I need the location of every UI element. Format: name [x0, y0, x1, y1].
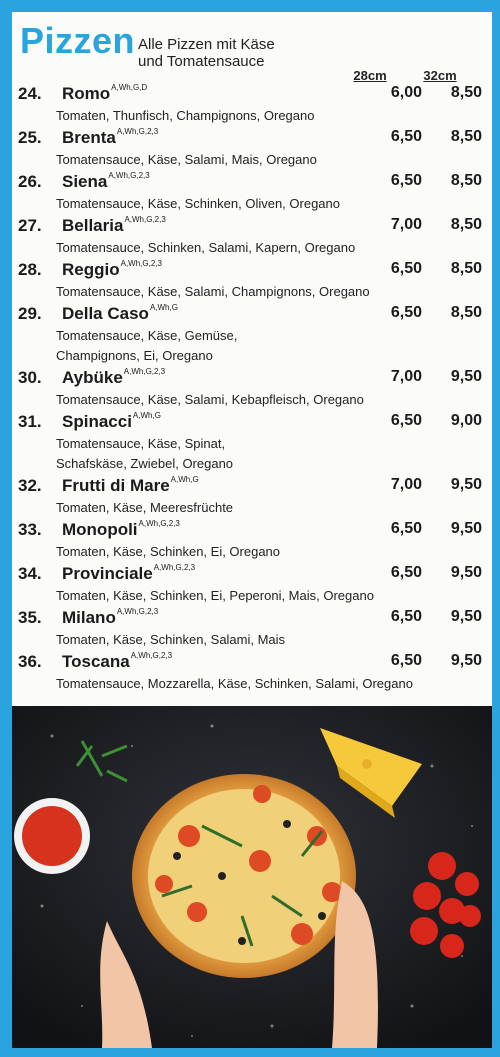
menu-item-row [18, 650, 492, 674]
item-description: Tomaten, Käse, Schinken, Salami, Mais [56, 632, 286, 647]
item-name-text: Reggio [62, 260, 120, 279]
menu-header [20, 20, 490, 83]
item-allergens: A,Wh,G,2,3 [130, 651, 173, 661]
price-32cm: 8,50 [450, 304, 482, 321]
menu-item-row [18, 474, 492, 498]
item-description: Tomatensauce, Käse, Salami, Champignons, Oregano [56, 284, 370, 299]
item-name-text: Siena [62, 172, 108, 191]
menu-item [12, 562, 492, 606]
item-allergens: A,Wh,G,2,3 [153, 563, 196, 573]
price-32cm: 8,50 [450, 172, 482, 189]
item-name [62, 608, 158, 628]
menu-item-row [18, 518, 492, 542]
item-name [62, 652, 172, 672]
item-number: 34. [18, 564, 42, 583]
item-number: 31. [18, 412, 42, 431]
price-28cm: 7,00 [390, 216, 422, 233]
item-name [62, 564, 195, 584]
price-32cm: 8,50 [450, 84, 482, 101]
item-name [62, 368, 165, 388]
item-name-text: Milano [62, 608, 116, 627]
price-32cm: 9,50 [450, 520, 482, 537]
menu-item [12, 302, 492, 366]
price-28cm: 6,50 [390, 608, 422, 625]
item-name-text: Brenta [62, 128, 116, 147]
menu-item-row [18, 562, 492, 586]
menu-item-row [18, 82, 492, 106]
item-name [62, 476, 199, 496]
item-number: 24. [18, 84, 42, 103]
price-32cm: 9,50 [450, 368, 482, 385]
subtitle-line-1: Alle Pizzen mit Käse [138, 36, 275, 53]
item-description: Tomatensauce, Käse, Salami, Kebapfleisch, Oregano [56, 392, 364, 407]
item-description: Tomatensauce, Schinken, Salami, Kapern, Oregano [56, 240, 356, 255]
item-name-text: Della Caso [62, 304, 149, 323]
menu-item-row [18, 126, 492, 150]
item-name [62, 260, 162, 280]
price-28cm: 6,50 [390, 172, 422, 189]
item-allergens: A,Wh,G,2,3 [108, 171, 150, 181]
price-32cm: 9,00 [450, 412, 482, 429]
menu-page [12, 12, 492, 1048]
item-allergens: A,Wh,G,2,3 [138, 519, 180, 529]
item-name-text: Aybüke [62, 368, 123, 387]
size-header-28cm: 28cm [353, 68, 387, 83]
item-description: Tomaten, Käse, Schinken, Ei, Peperoni, Mais, Oregano [56, 588, 374, 603]
price-28cm: 6,00 [390, 84, 422, 101]
item-description: Tomatensauce, Käse, Schinken, Oliven, Oregano [56, 196, 340, 211]
price-28cm: 6,50 [390, 564, 422, 581]
section-title: Pizzen [20, 20, 136, 61]
menu-item-row [18, 302, 492, 326]
item-description: Tomatensauce, Mozzarella, Käse, Schinken, Salami, Oregano [56, 676, 413, 691]
menu-item [12, 258, 492, 302]
menu-item-row [18, 170, 492, 194]
menu-item [12, 474, 492, 518]
item-allergens: A,Wh,G [170, 475, 199, 485]
item-allergens: A,Wh,G,D [111, 83, 148, 93]
item-name-text: Romo [62, 84, 111, 103]
item-number: 36. [18, 652, 42, 671]
item-name-text: Monopoli [62, 520, 138, 539]
menu-item [12, 518, 492, 562]
menu-item [12, 650, 492, 694]
item-allergens: A,Wh,G,2,3 [124, 215, 166, 225]
menu-item [12, 606, 492, 650]
menu-item [12, 410, 492, 474]
item-allergens: A,Wh,G [149, 303, 178, 313]
item-number: 30. [18, 368, 42, 387]
item-number: 32. [18, 476, 42, 495]
menu-item-row [18, 410, 492, 434]
item-name [62, 128, 158, 148]
item-number: 35. [18, 608, 42, 627]
item-name [62, 520, 180, 540]
item-allergens: A,Wh,G,2,3 [123, 367, 166, 377]
price-28cm: 6,50 [390, 304, 422, 321]
price-28cm: 6,50 [390, 260, 422, 277]
pizza-illustration [12, 706, 492, 1048]
price-32cm: 8,50 [450, 128, 482, 145]
menu-item-row [18, 258, 492, 282]
item-name [62, 304, 178, 324]
item-name-text: Frutti di Mare [62, 476, 170, 495]
item-name [62, 84, 147, 104]
item-name-text: Provinciale [62, 564, 153, 583]
section-subtitle [138, 36, 275, 70]
menu-item-row [18, 214, 492, 238]
pizza-photo [12, 706, 492, 1048]
price-32cm: 9,50 [450, 476, 482, 493]
item-description: Schafskäse, Zwiebel, Oregano [56, 456, 234, 471]
menu-item [12, 82, 492, 126]
item-name [62, 172, 150, 192]
item-number: 33. [18, 520, 42, 539]
item-number: 26. [18, 172, 42, 191]
pizza-list [12, 82, 492, 694]
price-28cm: 6,50 [390, 412, 422, 429]
menu-item [12, 366, 492, 410]
price-28cm: 7,00 [390, 368, 422, 385]
item-description: Tomatensauce, Käse, Gemüse, [56, 328, 238, 343]
item-allergens: A,Wh,G,2,3 [116, 127, 159, 137]
menu-item-row [18, 366, 492, 390]
item-name [62, 412, 161, 432]
price-32cm: 9,50 [450, 564, 482, 581]
item-allergens: A,Wh,G,2,3 [116, 607, 159, 617]
price-32cm: 9,50 [450, 608, 482, 625]
menu-item [12, 126, 492, 170]
price-32cm: 9,50 [450, 652, 482, 669]
item-name-text: Toscana [62, 652, 130, 671]
item-number: 28. [18, 260, 42, 279]
item-name-text: Spinacci [62, 412, 132, 431]
size-header-32cm: 32cm [423, 68, 457, 83]
item-allergens: A,Wh,G,2,3 [120, 259, 162, 269]
price-28cm: 6,50 [390, 128, 422, 145]
item-name-text: Bellaria [62, 216, 124, 235]
item-allergens: A,Wh,G [132, 411, 161, 421]
menu-item [12, 170, 492, 214]
item-description: Champignons, Ei, Oregano [56, 348, 213, 363]
item-number: 29. [18, 304, 42, 323]
item-description: Tomatensauce, Käse, Spinat, [56, 436, 226, 451]
price-28cm: 6,50 [390, 652, 422, 669]
item-description: Tomaten, Käse, Schinken, Ei, Oregano [56, 544, 281, 559]
item-name [62, 216, 166, 236]
price-32cm: 8,50 [450, 260, 482, 277]
subtitle-line-2: und Tomatensauce [138, 53, 265, 70]
item-description: Tomaten, Käse, Meeresfrüchte [56, 500, 234, 515]
price-32cm: 8,50 [450, 216, 482, 233]
item-description: Tomaten, Thunfisch, Champignons, Oregano [56, 108, 315, 123]
menu-item-row [18, 606, 492, 630]
item-description: Tomatensauce, Käse, Salami, Mais, Oregano [56, 152, 317, 167]
menu-item [12, 214, 492, 258]
item-number: 25. [18, 128, 42, 147]
price-28cm: 7,00 [390, 476, 422, 493]
item-number: 27. [18, 216, 42, 235]
price-28cm: 6,50 [390, 520, 422, 537]
